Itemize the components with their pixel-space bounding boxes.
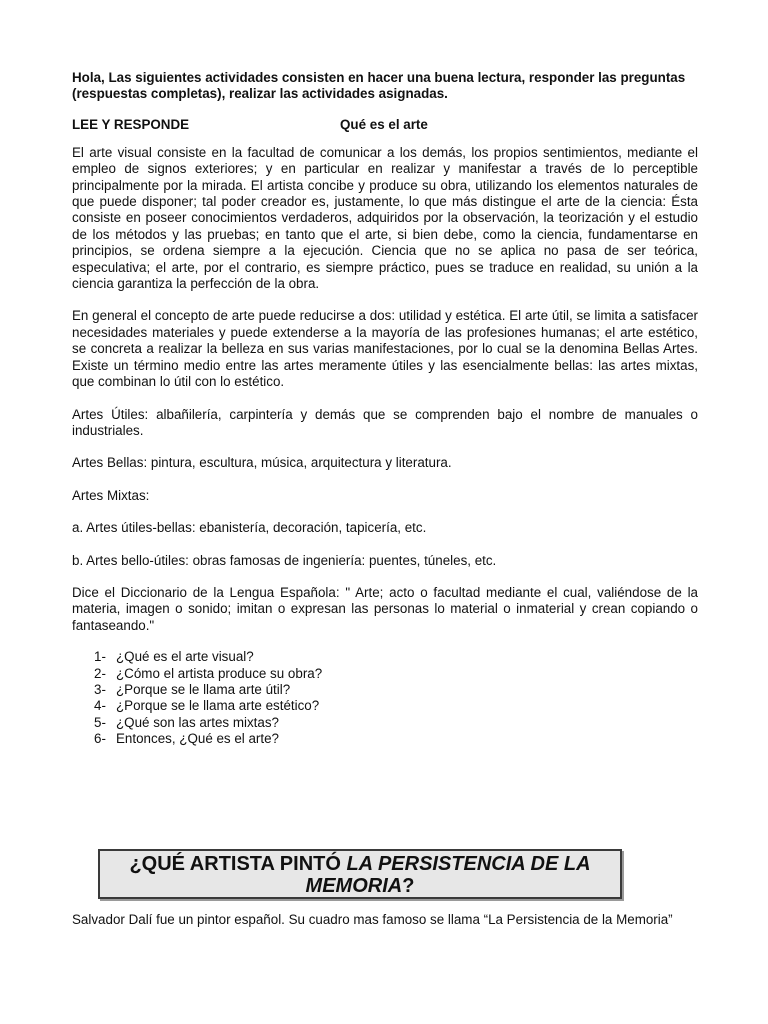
banner-italic-line-1: LA PERSISTENCIA DE LA [346,853,591,875]
question-list [72,649,698,747]
paragraph-artes-utiles: Artes Útiles: albañilería, carpintería y demás que se comprenden bajo el nombre de manuales o industriales. [72,406,698,438]
title-banner [98,849,622,899]
paragraph-artes-bellas: Artes Bellas: pintura, escultura, música, arquitectura y literatura. [72,455,452,471]
question-text: Entonces, ¿Qué es el arte? [116,731,280,747]
question-text: ¿Cómo el artista produce su obra? [116,665,323,681]
paragraph-diccionario: Dice el Diccionario de la Lengua Española: " Arte; acto o facultad mediante el cual, valiéndose de la materia, imagen o sonido; imitan o expresan las personas lo material o inmaterial y crean copiando o fantaseando." [72,584,698,633]
paragraph-artes-mixtas: Artes Mixtas: [72,487,150,503]
intro-text: Hola, Las siguientes actividades consisten en hacer una buena lectura, responder las preguntas (respuestas completas), realizar las actividades asignadas. [72,70,686,102]
paragraph-arte-visual: El arte visual consiste en la facultad de comunicar a los demás, los propios sentimientos, mediante el empleo de signos exteriores; y en particular en realizar y manifestar a través de lo perceptible principalmente por la mirada. El artista concibe y produce su obra, utilizando los elementos naturales de que puede disponer; tal poder creador es, justamente, lo que más distingue el arte de la ciencia: Ésta consiste en poseer conocimientos verdaderos, adquiridos por la observación, la teorización y el estudio de los métodos y las pruebas; en tanto que el arte, si bien debe, como la ciencia, fundamentarse en principios, se ordena siempre a la ejecución. Ciencia que no se aplica no pasa de ser teórica, especulativa; el arte, por el contrario, es siempre práctico, pues se traduce en realidad, su unión a la ciencia garantiza la perfección de la obra. [72,144,698,292]
question-item [72,715,698,731]
question-number: 1- [94,649,106,665]
question-item [72,666,698,682]
question-number: 5- [94,714,106,730]
banner-italic-line-2: MEMORIA [305,875,403,897]
question-number: 4- [94,698,106,714]
paragraph-concepto-arte: En general el concepto de arte puede reducirse a dos: utilidad y estética. El arte útil, se limita a satisfacer necesidades materiales y puede extenderse a la mayoría de las profesiones humanas; el arte estético, se concreta a realizar la belleza en sus varias manifestaciones, por lo cual se la denomina Bellas Artes. Existe un término medio entre las artes meramente útiles y las esencialmente bellas: las artes mixtas, que combinan lo útil con lo estético. [72,308,698,390]
question-number: 3- [94,681,106,697]
paragraph-bello-utiles: b. Artes bello-útiles: obras famosas de ingeniería: puentes, túneles, etc. [72,552,497,568]
question-text: ¿Qué son las artes mixtas? [116,714,279,730]
footer-text: Salvador Dalí fue un pintor español. Su cuadro mas famoso se llama “La Persistencia de la Memoria” [72,912,673,927]
question-item [72,649,698,665]
heading-lee-y-responde: LEE Y RESPONDE [72,116,190,132]
question-item [72,682,698,698]
question-item [72,698,698,714]
banner-end-mark: ? [402,875,415,897]
section-heading [72,117,698,133]
paragraph-utiles-bellas: a. Artes útiles-bellas: ebanistería, decoración, tapicería, etc. [72,520,427,536]
question-text: ¿Porque se le llama arte estético? [116,698,320,714]
question-item [72,731,698,747]
question-number: 6- [94,731,106,747]
question-text: ¿Qué es el arte visual? [116,649,254,665]
banner-plain-text: ¿QUÉ ARTISTA PINTÓ [129,853,347,875]
heading-que-es-el-arte: Qué es el arte [340,116,428,132]
document-body [72,70,698,748]
question-number: 2- [94,665,106,681]
question-text: ¿Porque se le llama arte útil? [116,681,291,697]
